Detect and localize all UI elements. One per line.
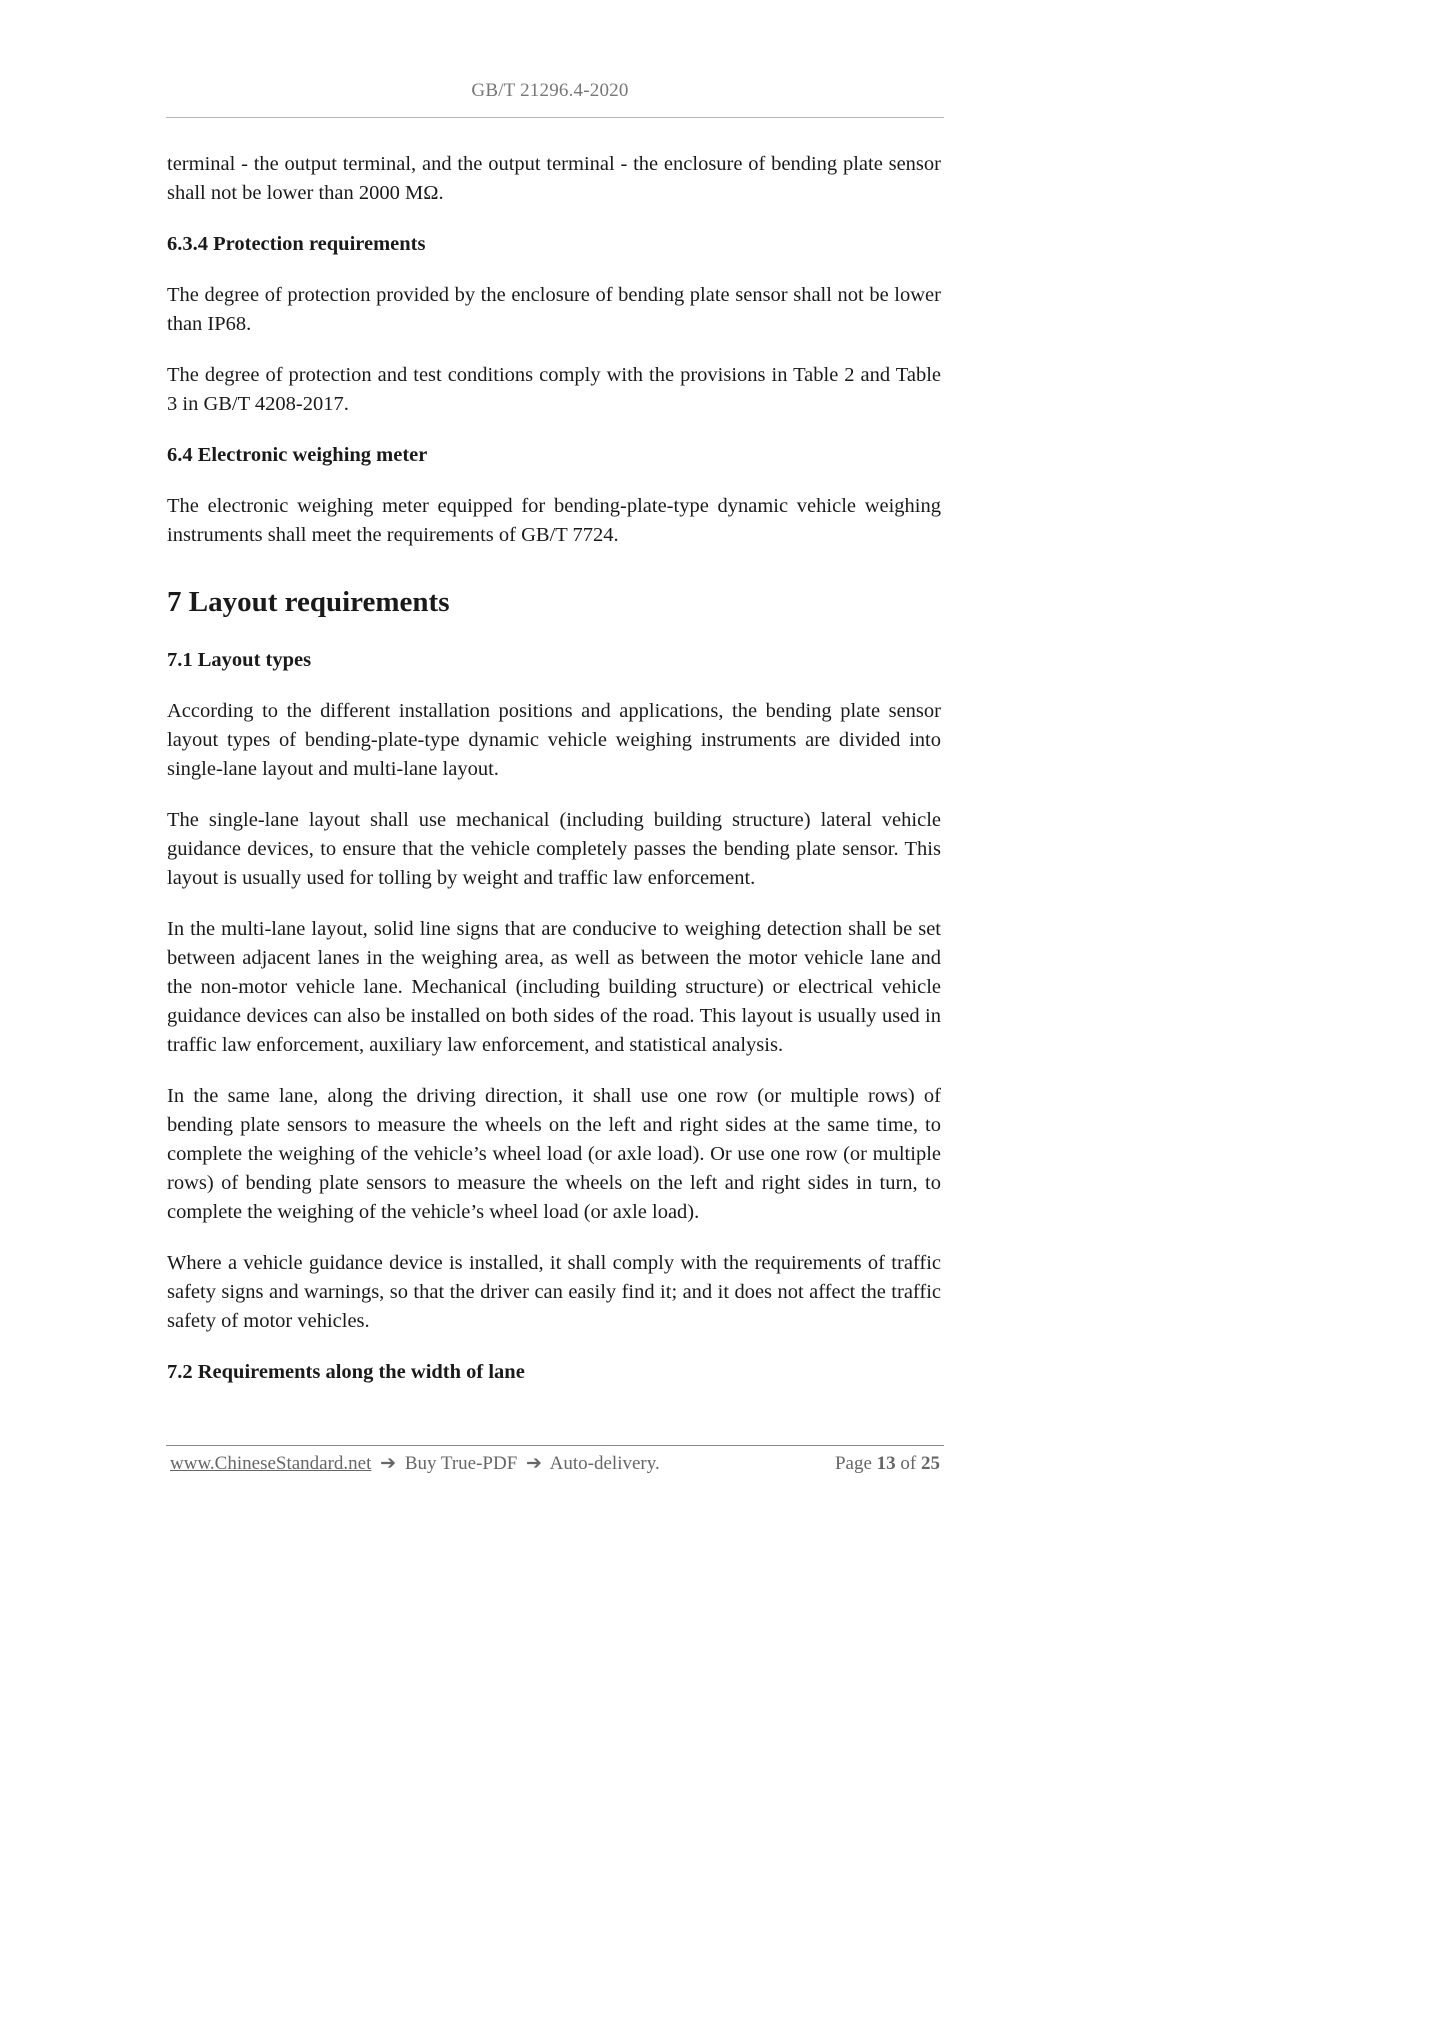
buy-true-pdf-text: Buy True-PDF: [404, 1453, 518, 1474]
paragraph-weighing-meter: The electronic weighing meter equipped for bending-plate-type dynamic vehicle weighing instruments shall meet the requirements of GB/T 7724.: [167, 495, 941, 546]
page-number: 13: [876, 1453, 896, 1474]
paragraph-multi-lane-layout: In the multi-lane layout, solid line signs that are conducive to weighing detection shall be set between adjacent lanes in the weighing area, as well as between the motor vehicle lane and the non-motor vehicle lane. Mechanical (including building structure) or electrical vehicle guidance devices can also be installed on both sides of the road. This layout is usually used in traffic law enforcement, auxiliary law enforcement, and statistical analysis.: [167, 918, 941, 1056]
paragraph-protection-test-conditions: The degree of protection and test conditions comply with the provisions in Table 2 and Table 3 in GB/T 4208-2017.: [167, 364, 941, 415]
heading-7-2: 7.2 Requirements along the width of lane: [167, 1361, 525, 1383]
heading-7-1: 7.1 Layout types: [167, 649, 312, 671]
heading-6-4: 6.4 Electronic weighing meter: [167, 444, 428, 466]
page-indicator: [835, 1451, 940, 1477]
paragraph-protection-degree: The degree of protection provided by the enclosure of bending plate sensor shall not be lower than IP68.: [167, 284, 941, 335]
of-word: of: [900, 1453, 917, 1474]
footer-promo: [170, 1451, 660, 1477]
page-header: [0, 80, 1100, 102]
footer-divider: [166, 1445, 944, 1446]
paragraph-single-lane-layout: The single-lane layout shall use mechanical (including building structure) lateral vehicle guidance devices, to ensure that the vehicle completely passes the bending plate sensor. This layout is usually used for tolling by weight and traffic law enforcement.: [167, 809, 941, 889]
arrow-right-icon: ➔: [526, 1453, 542, 1474]
site-link[interactable]: www.ChineseStandard.net: [170, 1453, 372, 1474]
header-doc-id: GB/T 21296.4-2020: [471, 80, 629, 101]
paragraph-same-lane-measurement: In the same lane, along the driving direction, it shall use one row (or multiple rows) of bending plate sensors to measure the wheels on the left and right sides at the same time, to complete the weighing of the vehicle’s wheel load (or axle load). Or use one row (or multiple rows) of bending plate sensors to measure the wheels on the left and right sides in turn, to complete the weighing of the vehicle’s wheel load (or axle load).: [167, 1085, 941, 1223]
paragraph-guidance-device: Where a vehicle guidance device is installed, it shall comply with the requirements of traffic safety signs and warnings, so that the driver can easily find it; and it does not affect the traffic safety of motor vehicles.: [167, 1252, 941, 1332]
page-body: [167, 150, 941, 1409]
paragraph-layout-types: According to the different installation positions and applications, the bending plate sensor layout types of bending-plate-type dynamic vehicle weighing instruments are divided into single-lane layout and multi-lane layout.: [167, 700, 941, 780]
header-divider: [166, 117, 944, 118]
arrow-right-icon: ➔: [380, 1453, 397, 1474]
page-word: Page: [834, 1453, 872, 1474]
paragraph-insulation-continued: terminal - the output terminal, and the output terminal - the enclosure of bending plate sensor shall not be lower than 2000 MΩ.: [167, 153, 941, 204]
auto-delivery-text: Auto-delivery.: [549, 1453, 660, 1474]
heading-7: 7 Layout requirements: [167, 586, 450, 618]
page-total: 25: [921, 1453, 940, 1474]
heading-6-3-4: 6.3.4 Protection requirements: [167, 233, 426, 255]
